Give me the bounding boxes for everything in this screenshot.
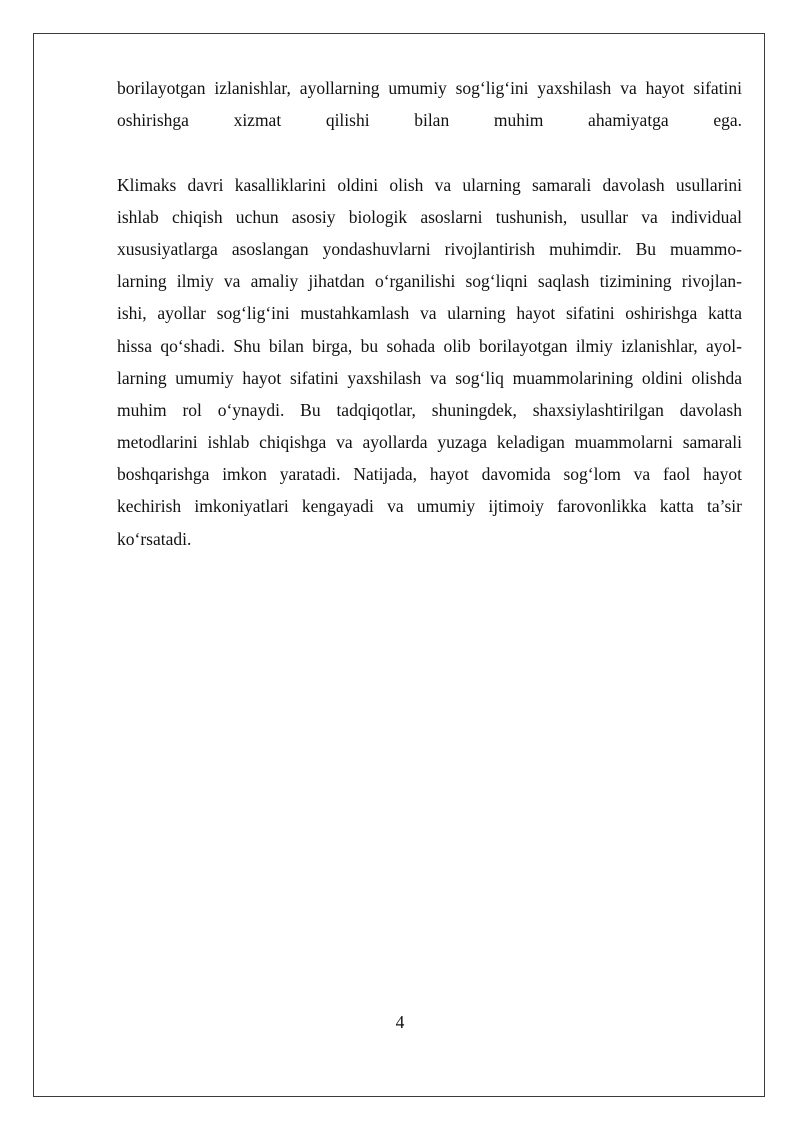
text-line: muhim rol o‘ynaydi. Bu tadqiqotlar, shuningdek, shaxsiylashtirilgan davolash [117, 399, 742, 420]
text-line: ishlab chiqish uchun asosiy biologik asoslarni tushunish, usullar va individual [117, 206, 742, 227]
text-line: larning umumiy hayot sifatini yaxshilash va sog‘liq muammolarining oldini olishda [117, 367, 742, 388]
paragraph-2 [117, 169, 742, 555]
text-line: ishi, ayollar sog‘lig‘ini mustahkamlash va ularning hayot sifatini oshirishga katta [117, 303, 742, 324]
text-line: larning ilmiy va amaliy jihatdan o‘rganilishi sog‘liqni saqlash tizimining rivojlan- [117, 271, 742, 292]
paragraph-1 [117, 72, 742, 136]
text-line: xususiyatlarga asoslangan yondashuvlarni rivojlantirish muhimdir. Bu muammo- [117, 238, 742, 259]
document-body [117, 72, 742, 555]
text-line: metodlarini ishlab chiqishga va ayollarda yuzaga keladigan muammolarni samarali [117, 432, 742, 453]
text-line: Klimaks davri kasalliklarini oldini olish va ularning samarali davolash usullarini [117, 174, 742, 195]
text-line: hissa qo‘shadi. Shu bilan birga, bu sohada olib borilayotgan ilmiy izlanishlar, ayol- [117, 335, 742, 356]
text-line: boshqarishga imkon yaratadi. Natijada, hayot davomida sog‘lom va faol hayot [117, 464, 742, 485]
text-line: ko‘rsatadi. [117, 528, 192, 549]
text-line: kechirish imkoniyatlari kengayadi va umumiy ijtimoiy farovonlikka katta ta’sir [117, 496, 742, 517]
text-line: oshirishga xizmat qilishi bilan muhim ahamiyatga ega. [117, 110, 742, 131]
paragraph-gap [117, 136, 742, 168]
page-number: 4 [395, 1012, 405, 1032]
text-line: borilayotgan izlanishlar, ayollarning umumiy sog‘lig‘ini yaxshilash va hayot sifatini [117, 78, 742, 98]
